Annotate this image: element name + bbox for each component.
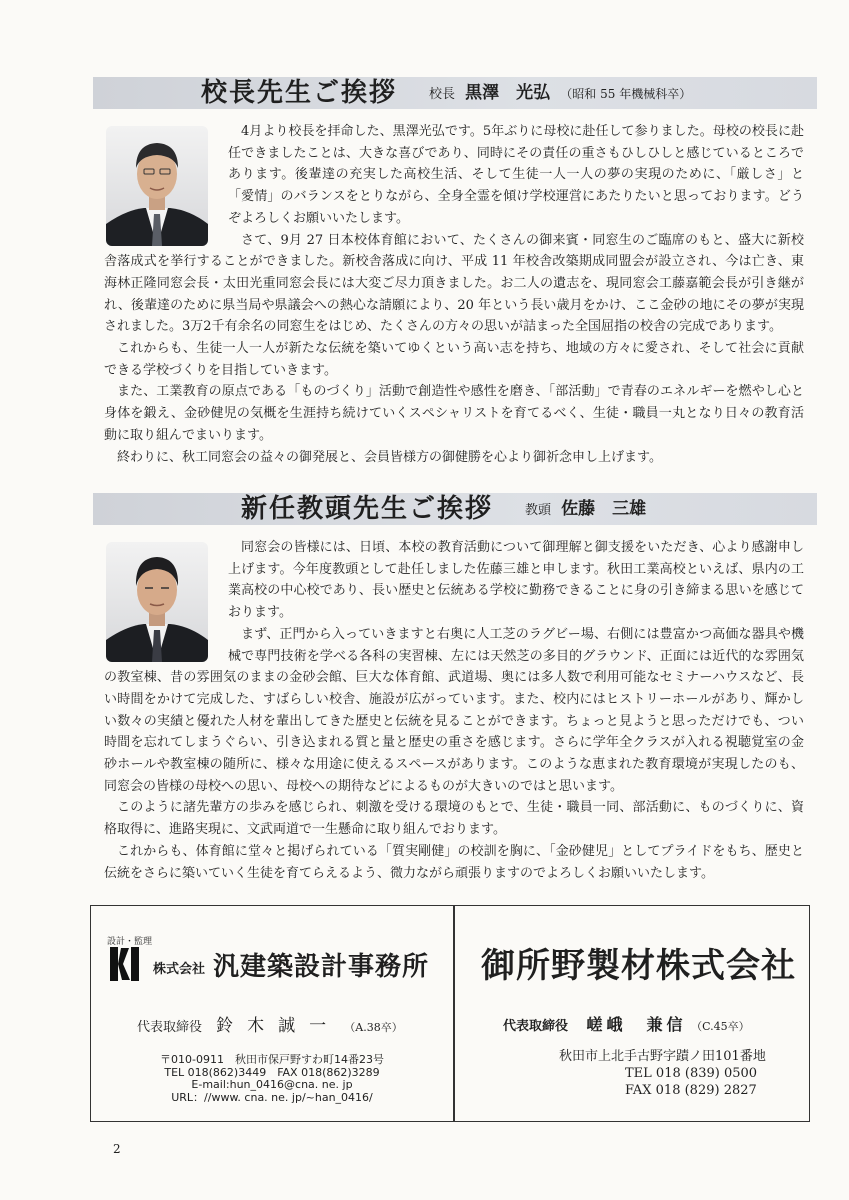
page-number: 2 [113, 1142, 121, 1156]
ad-left-company-prefix: 株式会社 [153, 962, 206, 977]
ad-right-tel: TEL 018 (839) 0500 [625, 1066, 758, 1081]
ad-left-rep-title: 代表取締役 [137, 1020, 203, 1035]
principal-article [104, 121, 804, 468]
ad-left-address [91, 1054, 453, 1104]
principal-name: 黒澤 光弘 [465, 83, 551, 103]
principal-paragraph: 4月より校長を拝命した、黒澤光弘です。5年ぶりに母校に赴任して参りました。母校の校長に赴任できましたことは、大きな喜びであり、同時にその責任の重さもひしひしと感じているところであります。後輩達の充実した高校生活、そして生徒一人一人の夢の実現のために、「厳しさ」と「愛情」のバランスをとりながら、全身全霊を傾け学校運営にあたりたいと思っております。どうぞよろしくお願いいたします。 [228, 124, 804, 226]
ad-left-rep-name: 鈴木誠一 [216, 1016, 341, 1036]
vice-principal-header-band [93, 493, 817, 525]
ad-left-representative [137, 1011, 403, 1036]
ad-right-address: 秋田市上北手古野字蹟ノ田101番地 [559, 1049, 766, 1064]
principal-paragraph: また、工業教育の原点である「ものづくり」活動で創造性や感性を磨き、「部活動」で青春のエネルギーを燃やし心と身体を鍛え、金砂健児の気概を生涯持ち続けていくスペシャリストを育てるべく、生徒・職員一丸となり日々の教育活動に取り組んでまいります。 [104, 384, 804, 443]
ad-left-url: URL：//www. cna. ne. jp/~han_0416/ [171, 1090, 373, 1104]
advertisement-box [90, 905, 810, 1122]
ad-right-rep-title: 代表取締役 [503, 1019, 569, 1034]
vice-principal-section-title: 新任教頭先生ご挨拶 [241, 494, 494, 524]
ad-left-email: E-mail:hun_0416@cna. ne. jp [191, 1078, 353, 1091]
ad-right-company-name: 御所野製材株式会社 [481, 946, 796, 986]
vice-principal-article [104, 537, 804, 884]
vice-principal-role: 教頭 [525, 503, 552, 518]
ad-left-label: 設計・監理 [107, 937, 153, 947]
principal-paragraph: 終わりに、秋工同窓会の益々の御発展と、会員皆様方の御健勝を心より御祈念申し上げます。 [117, 449, 662, 465]
company-logo-icon [109, 946, 141, 982]
ad-right-fax: FAX 018 (829) 2827 [625, 1083, 757, 1098]
vice-principal-paragraph: このように諸先輩方の歩みを感じられ、刺激を受ける環境のもとで、生徒・職員一同、部活動に、ものづくりに、資格取得に、進路実現に、文武両道で一生懸命に取り組んでおります。 [104, 800, 804, 838]
principal-byline [429, 77, 691, 111]
principal-role: 校長 [429, 87, 456, 102]
vice-principal-byline [525, 493, 652, 527]
vice-principal-paragraph: 同窓会の皆様には、日頃、本校の教育活動について御理解と御支援をいただき、心より感謝申し上げます。今年度教頭として赴任しました佐藤三雄と申します。秋田工業高校といえば、県内の工業高校の中心校であり、長い歴史と伝統ある学校に勤務できることに身の引き締まる思いを感じております。 [228, 540, 804, 621]
ad-right-rep-name: 嵯峨 兼信 [586, 1015, 687, 1034]
ad-left-company-name: 汎建築設計事務所 [213, 952, 430, 982]
vice-principal-paragraph: まず、正門から入っていきますと右奥に人工芝のラグビー場、右側には豊富かつ高価な器具や機械で専門技術を学べる各科の実習棟、左には天然芝の多目的グラウンド、正面には近代的な雰囲気の教室棟、昔の雰囲気のままの金砂会館、巨大な体育館、武道場、奥には多人数で利用可能なセミナーハウスなど、長い時間をかけて完成した、すばらしい校舎、施設が広がっています。また、校内にはヒストリーホールがあり、輝かしい数々の実績と優れた人材を輩出してきた歴史と伝統を見ることができます。ちょっと見ようと思っただけでも、つい時間を忘れてしまうぐらい、引き込まれる質と量と歴史の重さを感じます。さらに学年全クラスが入れる視聴覚室の金砂ホールや教室棟の随所に、様々な用途に使えるスペースがあります。このような恵まれた教育環境が実現したのも、同窓会の皆様の母校への思い、母校への期待などによるものが大きいのではと思います。 [104, 626, 804, 794]
ad-right-representative [503, 1012, 750, 1035]
ad-left-tel-fax: TEL 018(862)3449 FAX 018(862)3289 [164, 1065, 380, 1079]
ad-left-rep-grad: （A.38卒） [344, 1021, 403, 1034]
vice-principal-paragraph: これからも、体育館に堂々と掲げられている「質実剛健」の校訓を胸に、「金砂健児」としてプライドをもち、歴史と伝統をさらに築いていく生徒を育てらえるよう、微力ながら頑張りますのでよろしくお願いいたします。 [104, 843, 804, 881]
vice-principal-name: 佐藤 三雄 [561, 499, 647, 519]
ad-right-address-block [559, 1048, 766, 1099]
principal-grad: （昭和 55 年機械科卒） [560, 87, 692, 101]
principal-header-band [93, 77, 817, 109]
principal-paragraph: これからも、生徒一人一人が新たな伝統を築いてゆくという高い志を持ち、地域の方々に愛され、そして社会に貢献できる学校づくりを目指していきます。 [104, 341, 804, 378]
principal-section-title: 校長先生ご挨拶 [201, 78, 398, 108]
ad-left-address-line: 〒010-0911 秋田市保戸野すわ町14番23号 [160, 1053, 384, 1066]
ad-right-rep-grad: （C.45卒） [691, 1020, 750, 1033]
ad-divider [453, 906, 455, 1121]
principal-paragraph: さて、9月 27 日本校体育館において、たくさんの御来賓・同窓生のご臨席のもと、盛大に新校舎落成式を挙行することができました。新校舎落成に向け、平成 11 年校舎改築期成同盟会が設立され、今は亡き、東海林正隆同窓会長・太田光重同窓会長には大変ご尽力頂きました。お二人の遺志を、現同窓会工藤嘉範会長が引き継がれ、後輩達のために県当局や県議会への熱心な請願により、20 年という長い歳月をかけ、ここ金砂の地にその夢が実現されました。3万2千有余名の同窓生をはじめ、たくさんの方々の思いが詰まった全国屈指の校舎の完成であります。 [104, 232, 804, 335]
